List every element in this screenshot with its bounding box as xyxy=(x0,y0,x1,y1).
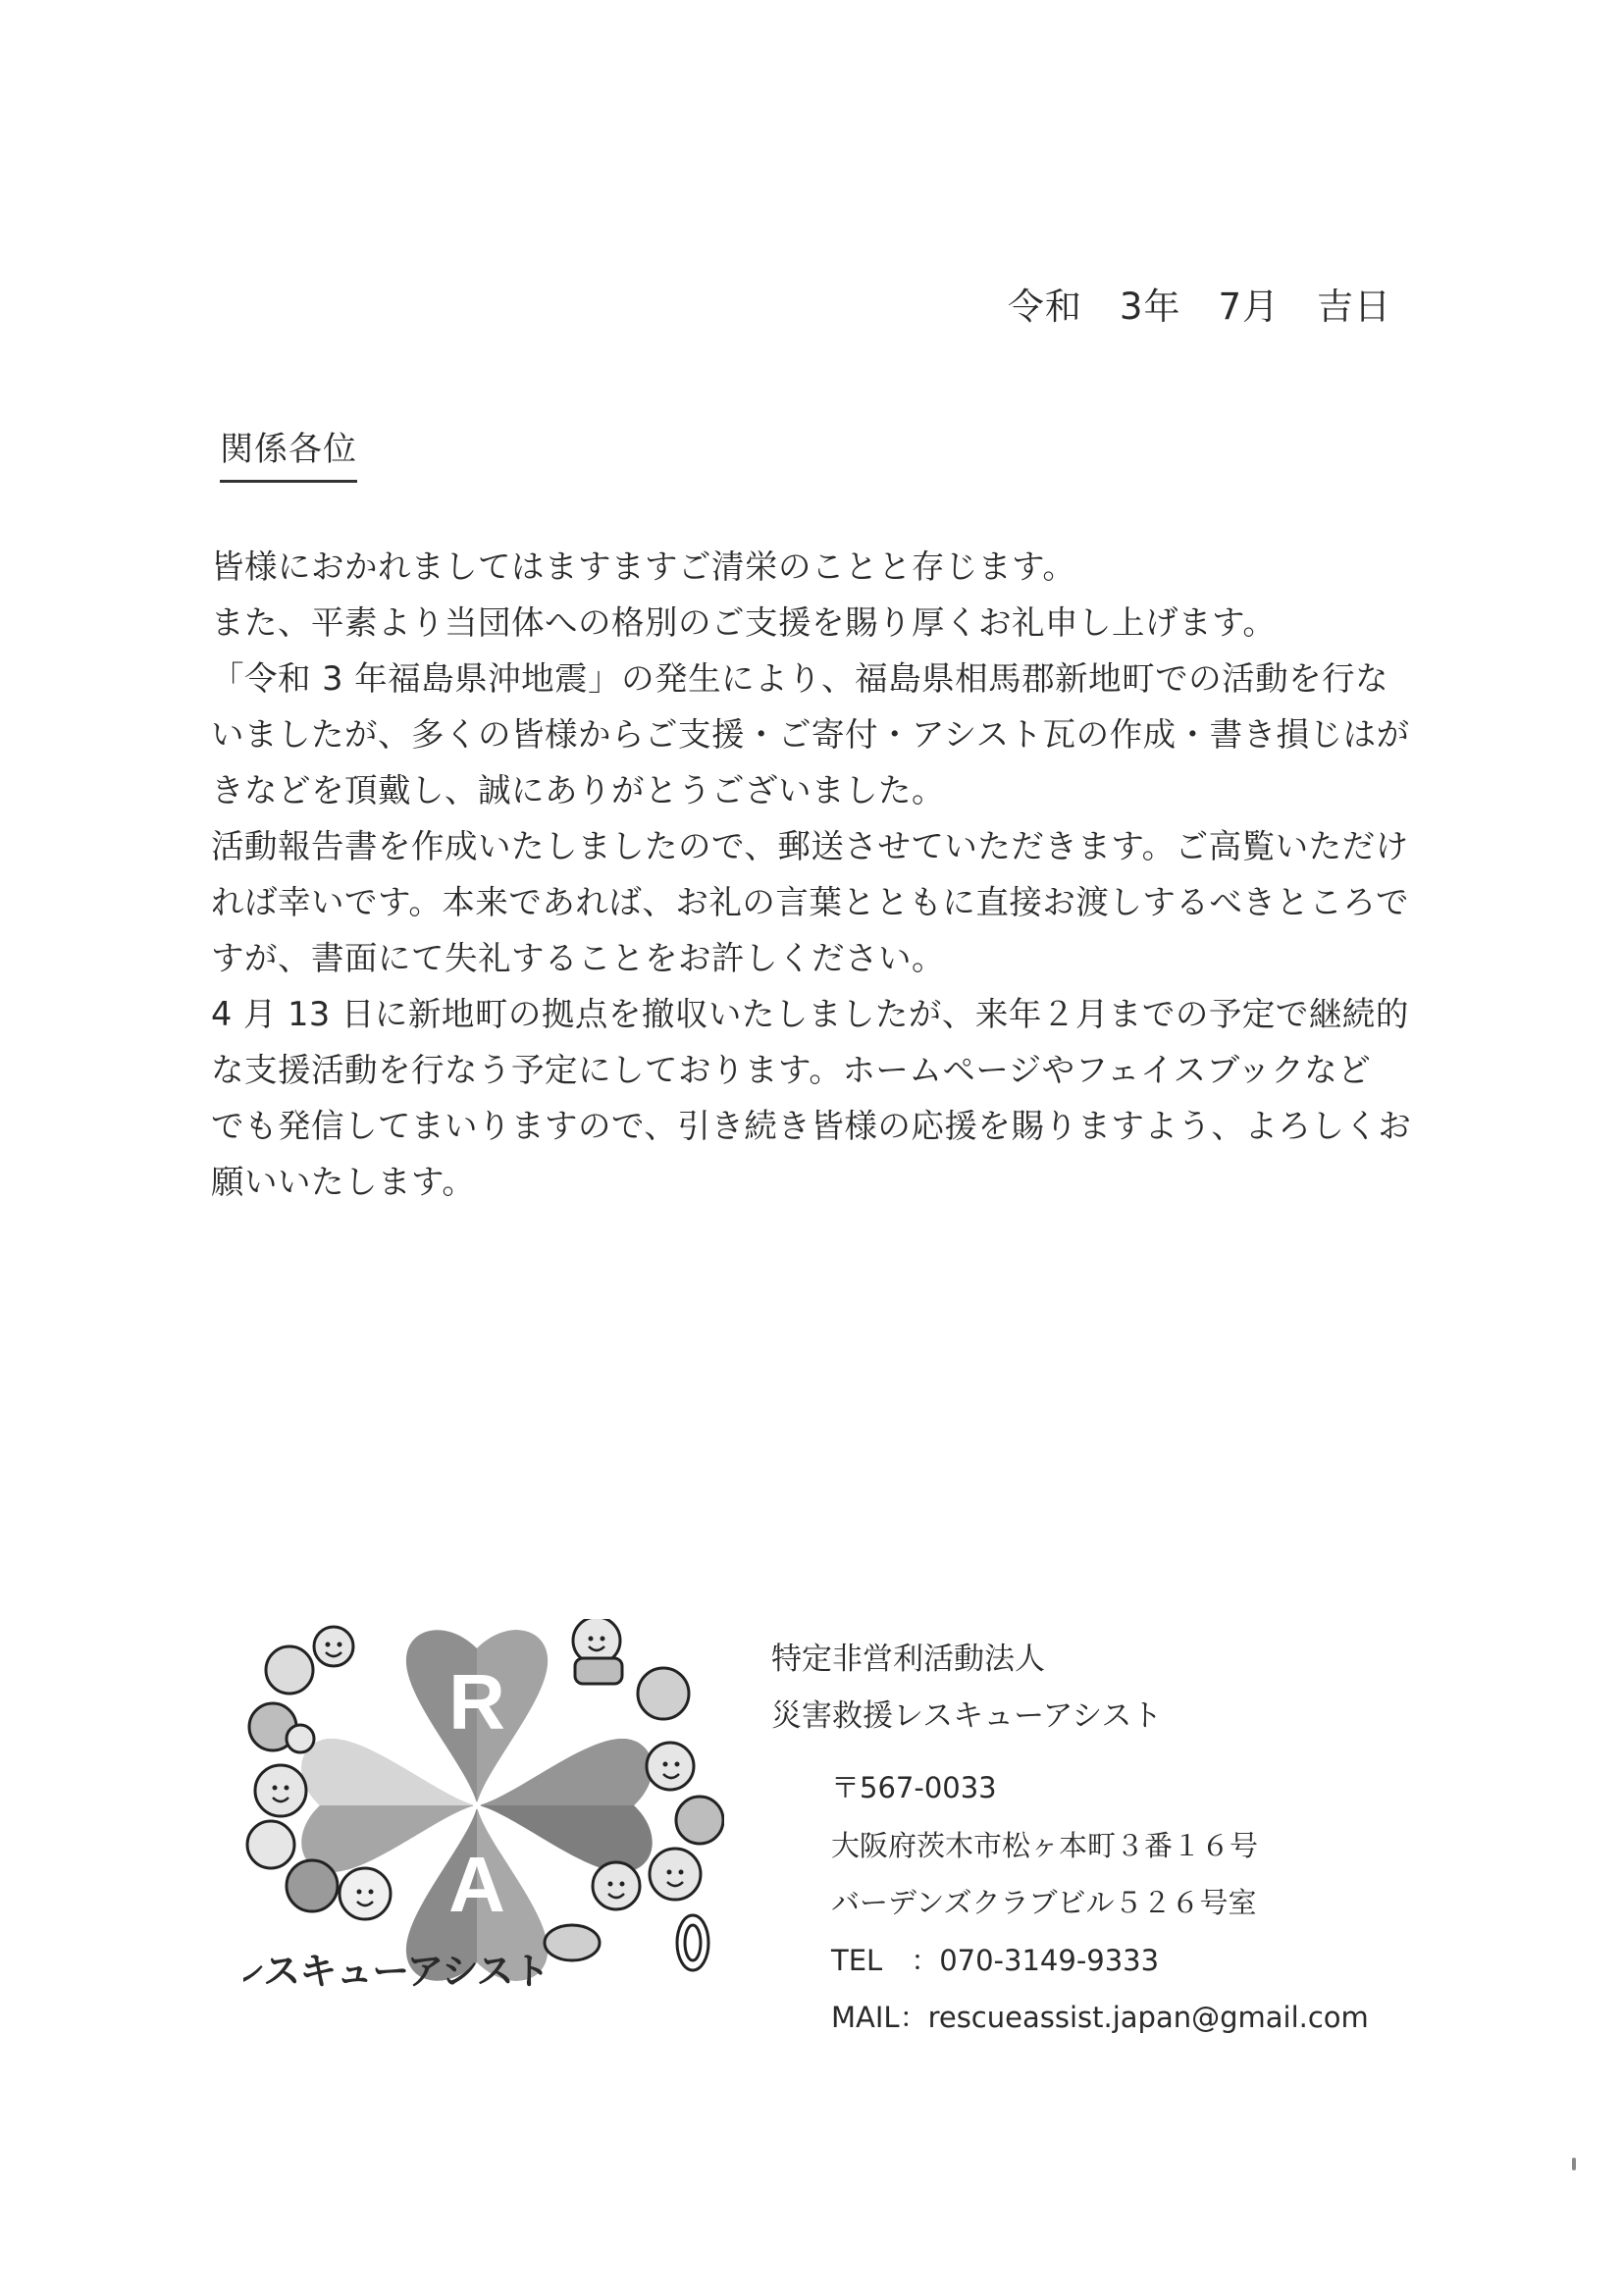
email: MAIL：rescueassist.japan@gmail.com xyxy=(831,2001,1369,2034)
body-line: でも発信してまいりますので、引き続き皆様の応援を賜りますよう、よろしくお xyxy=(211,1107,1412,1145)
body-line: 皆様におかれましてはますますご清栄のことと存じます。 xyxy=(211,548,1076,586)
body-line: な支援活動を行なう予定にしております。ホームページやフェイスブックなど xyxy=(211,1051,1372,1089)
scan-artifact xyxy=(1572,2158,1576,2170)
salutation: 関係各位 xyxy=(220,422,357,483)
letter-body xyxy=(211,539,1418,1210)
org-name: 災害救援レスキューアシスト xyxy=(771,1698,1163,1734)
logo-caption: レスキューアシスト xyxy=(243,1950,550,1993)
contact-block xyxy=(831,1759,1369,2047)
signature-block xyxy=(771,1631,1162,1745)
body-line: 願いいたします。 xyxy=(211,1163,476,1201)
letter-date: 令和 3年 7月 吉日 xyxy=(1007,286,1391,328)
logo-letter-r: R xyxy=(448,1658,505,1746)
body-line: 活動報告書を作成いたしましたので、郵送させていただきます。ご高覧いただけ xyxy=(211,827,1409,865)
body-line: 「令和 3 年福島県沖地震」の発生により、福島県相馬郡新地町での活動を行な xyxy=(211,659,1389,698)
body-line: れば幸いです。本来であれば、お礼の言葉とともに直接お渡しするべきところで xyxy=(211,883,1409,921)
phone: TEL ：070-3149-9333 xyxy=(831,1943,1160,1977)
rescue-assist-logo xyxy=(243,1619,724,2021)
body-line: いましたが、多くの皆様からご支援・ご寄付・アシスト瓦の作成・書き損じはが xyxy=(211,715,1410,754)
body-line: また、平素より当団体への格別のご支援を賜り厚くお礼申し上げます。 xyxy=(211,603,1277,642)
logo-letter-a: A xyxy=(448,1841,505,1928)
org-type: 特定非営利活動法人 xyxy=(771,1642,1045,1677)
postal-code: 〒567-0033 xyxy=(831,1771,997,1804)
four-leaf-clover-logo-icon xyxy=(243,1619,724,2021)
body-line: すが、書面にて失礼することをお許しください。 xyxy=(211,939,945,977)
body-line: きなどを頂戴し、誠にありがとうございました。 xyxy=(211,771,945,809)
address-line-2: バーデンズクラブビル５２６号室 xyxy=(831,1886,1257,1919)
address-line-1: 大阪府茨木市松ヶ本町３番１６号 xyxy=(831,1828,1259,1862)
body-line: 4 月 13 日に新地町の拠点を撤収いたしましたが、来年２月までの予定で継続的 xyxy=(211,995,1409,1033)
